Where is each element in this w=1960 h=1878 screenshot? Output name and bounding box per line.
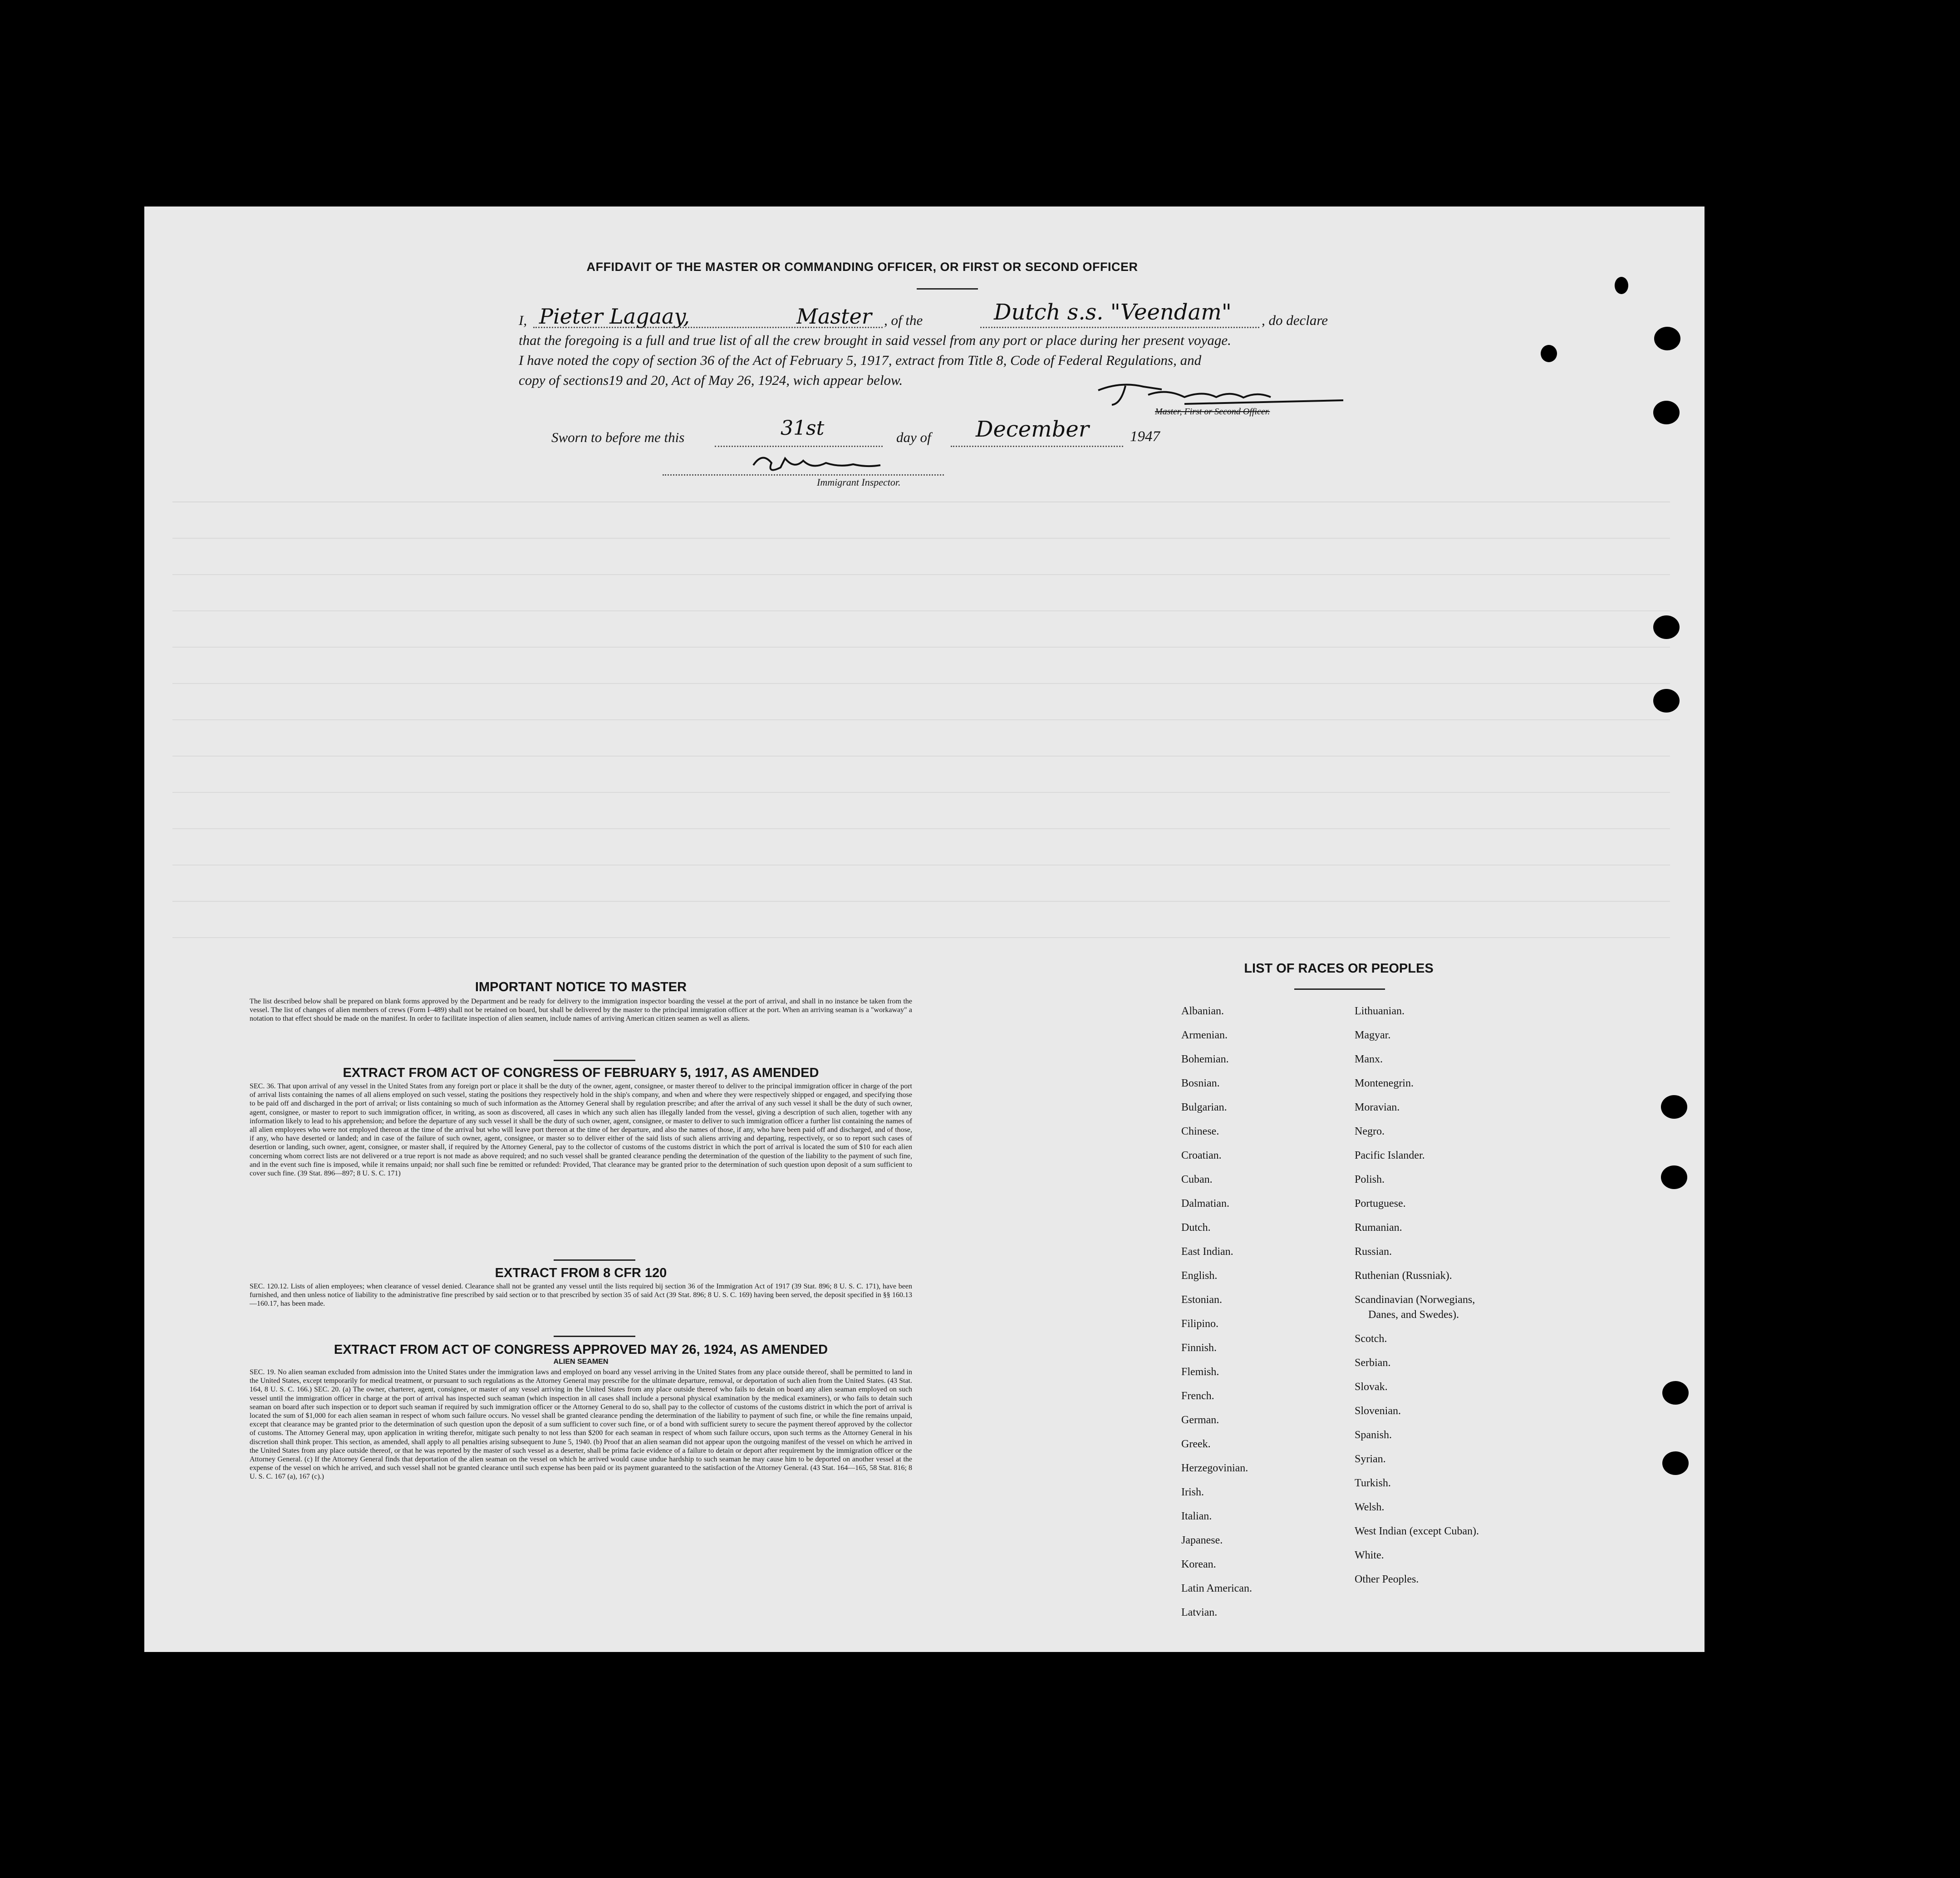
sworn-year: 1947 <box>1130 428 1160 445</box>
race-item: Scandinavian (Norwegians, <box>1355 1294 1475 1306</box>
affidavit-line-3: I have noted the copy of section 36 of the Act of February 5, 1917, extract from Title 8, Code of Federal Regulations, and <box>519 352 1202 368</box>
race-item: Chinese. <box>1181 1126 1219 1137</box>
race-item: Magyar. <box>1355 1029 1391 1041</box>
divider <box>1294 988 1385 990</box>
inspector-caption: Immigrant Inspector. <box>817 477 901 488</box>
signature-caption: Master, First or Second Officer. <box>1155 407 1270 417</box>
race-item: Pacific Islander. <box>1355 1150 1425 1161</box>
affidavit-prefix: I, <box>519 312 527 328</box>
sworn-label: Sworn to before me this <box>551 429 685 445</box>
notice-text: The list described below shall be prepared on blank forms approved by the Department and be ready for delivery to the immigration inspector boarding the vessel at the port of arrival, and shall in no instance be taken from the vessel. The list of changes of alien members of crews (Form I–489) shall not be retained on board, but shall be delivered by the master to the principal immigration officer at the port. When an arriving seaman is a "workaway" a notation to that effect should be made on the manifest. In order to facilitate inspection of alien seamen, include names of arriving American citizen seamen as well as aliens. <box>250 998 912 1023</box>
of-the-label: , of the <box>884 312 923 328</box>
punch-hole <box>1615 277 1628 294</box>
extract-1924-text: SEC. 19. No alien seaman excluded from admission into the United States under the immigration laws and employed on board any vessel arriving in the United States from any place outside thereof, shall be permitted to land in the United States, except temporarily for medical treatment, or pursuant to such regulations as the Attorney General may prescribe for the ultimate departure, removal, or deportation of such alien from the United States. (43 Stat. 164, 8 U. S. C. 166.) SEC. 20. (a) The owner, charterer, agent, consignee, or master of any vessel arriving in the United States from any place outside thereof who fails to detain on board any alien seaman employed on such vessel until the immigration officer in charge at the port of arrival has inspected such seaman (which inspection in all cases shall include a personal physical examination by the medical examiners), or who fails to detain such seaman on board after such inspection or to deport such seaman if required by such immigration officer or the Attorney General to do so, shall pay to the collector of customs of the customs district in which the port of arrival is located the sum of $1,000 for each alien seaman in respect of whom such failure occurs. No vessel shall be granted clearance pending the determination of the liability to payment of such fine, or while the fine remains unpaid, except that clearance may be granted prior to the determination of such question upon the deposit of a sum sufficient to cover such fine, or of a bond with sufficient surety to secure the payment thereof approved by the collector of customs. The Attorney General may, upon application in writing therefor, mitigate such penalty to not less than $200 for each seaman in respect of whom such failure occurs, upon such terms as the Attorney General in his discretion shall think proper. This section, as amended, shall apply to all penalties arising subsequent to June 5, 1940. (b) Proof that an alien seaman did not appear upon the outgoing manifest of the vessel on which he arrived in the United States from any place outside thereof, or that he was reported by the master of such vessel as a deserter, shall be prima facie evidence of a failure to detain or deport after requirement by the immigration officer or the Attorney General. (c) If the Attorney General finds that deportation of the alien seaman on the vessel on which he arrived would cause undue hardship to such seaman he may cause him to be deported on another vessel at the expense of the vessel on which he arrived, and such vessel shall not be granted clearance until such expense has been paid or its payment guaranteed to the satisfaction of the Attorney General. (43 Stat. 164—165, 58 Stat. 816; 8 U. S. C. 167 (a), 167 (c).) <box>250 1368 912 1481</box>
race-item: Manx. <box>1355 1053 1383 1065</box>
divider <box>917 288 978 290</box>
declare-label: , do declare <box>1262 312 1328 328</box>
divider <box>554 1336 635 1337</box>
races-list-right <box>1355 999 1479 1592</box>
punch-hole <box>1541 345 1557 362</box>
race-item: Filipino. <box>1181 1318 1219 1330</box>
punch-hole <box>1654 327 1680 350</box>
race-item: Latin American. <box>1181 1583 1252 1594</box>
punch-hole <box>1653 615 1680 639</box>
vessel-name: Dutch s.s. "Veendam" <box>994 300 1232 325</box>
race-item: Japanese. <box>1181 1534 1223 1546</box>
race-item: Dutch. <box>1181 1222 1211 1234</box>
race-item: Herzegovinian. <box>1181 1462 1248 1474</box>
race-item: Moravian. <box>1355 1101 1400 1113</box>
master-rank: Master <box>796 304 872 329</box>
punch-hole <box>1653 689 1680 713</box>
blank-line <box>980 327 1259 328</box>
race-item: Bulgarian. <box>1181 1101 1227 1113</box>
race-item: Flemish. <box>1181 1366 1219 1378</box>
race-item: Syrian. <box>1355 1453 1386 1465</box>
affidavit-title: AFFIDAVIT OF THE MASTER OR COMMANDING OFFICER, OR FIRST OR SECOND OFFICER <box>586 260 1138 274</box>
race-item: Spanish. <box>1355 1429 1392 1441</box>
race-item: Scotch. <box>1355 1333 1387 1345</box>
sworn-day: 31st <box>781 417 825 440</box>
race-item: Dalmatian. <box>1181 1198 1229 1209</box>
race-item: Greek. <box>1181 1438 1211 1450</box>
race-item: Bohemian. <box>1181 1053 1229 1065</box>
race-item: Russian. <box>1355 1246 1392 1258</box>
punch-hole <box>1661 1095 1687 1119</box>
race-item: Croatian. <box>1181 1150 1222 1161</box>
race-item: Serbian. <box>1355 1357 1391 1369</box>
race-item: Portuguese. <box>1355 1198 1406 1209</box>
affidavit-line-2: that the foregoing is a full and true list of all the crew brought in said vessel from any port or place during her present voyage. <box>519 332 1231 348</box>
blank-line <box>533 327 883 328</box>
race-item: Welsh. <box>1355 1501 1385 1513</box>
race-item: Korean. <box>1181 1558 1216 1570</box>
race-item: Polish. <box>1355 1174 1385 1185</box>
race-item: Cuban. <box>1181 1174 1213 1185</box>
extract-1924-subtitle: ALIEN SEAMEN <box>553 1358 609 1366</box>
divider <box>554 1060 635 1061</box>
races-title: LIST OF RACES OR PEOPLES <box>1244 961 1434 976</box>
extract-1917-text: SEC. 36. That upon arrival of any vessel in the United States from any foreign port or place it shall be the duty of the owner, agent, consignee, or master thereof to deliver to the principal immigration officer in charge of the port of arrival lists containing the names of all aliens employed on such vessel, stating the positions they respectively hold in the ship's company, and when and where they were respectively shipped or engaged, and specifying those to be paid off and discharged in the port of arrival; or lists containing so much of such information as the Attorney General shall by regulation prescribe; and after the arrival of any such vessel it shall be the duty of such owner, agent, consignee, or master to report to such immigration officer, in writing, as soon as discovered, all cases in which any such alien has illegally landed from the vessel, giving a description of such alien, together with any information likely to lead to his apprehension; and before the departure of any such vessel it shall be the duty of such owner, agent, consignee, or master to deliver to such immigration officer a further list containing the names of all alien employees who were not employed thereon at the time of the arrival but who will leave port thereon at the time of her departure, and also the names of those, if any, who have been paid off and discharged, and of those, if any, who have deserted or landed; and in case of the failure of such owner, agent, consignee, or master so to deliver either of the said lists of such aliens arriving and departing, respectively, or so to report such cases of desertion or landing, such owner, agent, consignee, or master shall, if required by the Attorney General, pay to the collector of customs of the customs district in which the port of arrival is located the sum of $10 for each alien concerning whom correct lists are not delivered or a true report is not made as above required; and no such vessel shall be granted clearance pending the determination of the question of the liability to the payment of such fine, and in the event such fine is imposed, while it remains unpaid; nor shall such fine be remitted or refunded: Provided, That clearance may be granted prior to the determination of such question upon deposit of a sum sufficient to cover such fine. (39 Stat. 896—897; 8 U. S. C. 171) <box>250 1082 912 1178</box>
punch-hole <box>1661 1165 1687 1189</box>
race-item: Italian. <box>1181 1510 1212 1522</box>
extract-cfr-text: SEC. 120.12. Lists of alien employees; when clearance of vessel denied. Clearance shall not be granted any vessel until the lists required bij section 36 of the Immigration Act of 1917 (39 Stat. 896; 8 U. S. C. 171), have been furnished, and then unless notice of liability to the administrative fine prescribed by said section or to that prescribed by section 35 of said Act (39 Stat. 896; 8 U. S. C. 169) having been served, the deposit specified in §§ 160.13—160.17, has been made. <box>250 1283 912 1308</box>
race-item: Lithuanian. <box>1355 1005 1405 1017</box>
race-item: White. <box>1355 1549 1384 1561</box>
sworn-month: December <box>976 417 1089 442</box>
race-item: Albanian. <box>1181 1005 1224 1017</box>
race-item: Slovak. <box>1355 1381 1388 1393</box>
punch-hole <box>1662 1451 1689 1475</box>
race-item: Armenian. <box>1181 1029 1228 1041</box>
race-item: West Indian (except Cuban). <box>1355 1525 1479 1537</box>
notice-title: IMPORTANT NOTICE TO MASTER <box>475 980 687 994</box>
punch-hole <box>1662 1381 1689 1405</box>
extract-cfr-title: EXTRACT FROM 8 CFR 120 <box>495 1266 667 1280</box>
blank-line <box>663 474 944 476</box>
race-item: Danes, and Swedes). <box>1368 1309 1459 1321</box>
blank-line <box>951 446 1123 447</box>
affidavit-line-4: copy of sections19 and 20, Act of May 26, 1924, wich appear below. <box>519 372 903 388</box>
race-item: Bosnian. <box>1181 1077 1220 1089</box>
race-item: Irish. <box>1181 1486 1204 1498</box>
race-item: Other Peoples. <box>1355 1573 1419 1585</box>
race-item: Turkish. <box>1355 1477 1391 1489</box>
race-item: German. <box>1181 1414 1219 1426</box>
master-name: Pieter Lagaay, <box>539 304 690 329</box>
day-of-label: day of <box>896 429 931 445</box>
race-item: East Indian. <box>1181 1246 1233 1258</box>
race-item: Negro. <box>1355 1126 1385 1137</box>
race-item: Montenegrin. <box>1355 1077 1414 1089</box>
punch-hole <box>1653 401 1680 424</box>
race-item: Latvian. <box>1181 1607 1218 1618</box>
race-item: Estonian. <box>1181 1294 1222 1306</box>
divider <box>554 1259 635 1261</box>
race-item: Slovenian. <box>1355 1405 1401 1417</box>
race-item: Finnish. <box>1181 1342 1217 1354</box>
race-item: Rumanian. <box>1355 1222 1402 1234</box>
race-item: English. <box>1181 1270 1218 1282</box>
race-item: Ruthenian (Russniak). <box>1355 1270 1452 1282</box>
races-list-left <box>1181 999 1252 1625</box>
race-item: French. <box>1181 1390 1214 1402</box>
extract-1924-title: EXTRACT FROM ACT OF CONGRESS APPROVED MAY 26, 1924, AS AMENDED <box>334 1342 828 1357</box>
extract-1917-title: EXTRACT FROM ACT OF CONGRESS OF FEBRUARY 5, 1917, AS AMENDED <box>343 1066 819 1080</box>
